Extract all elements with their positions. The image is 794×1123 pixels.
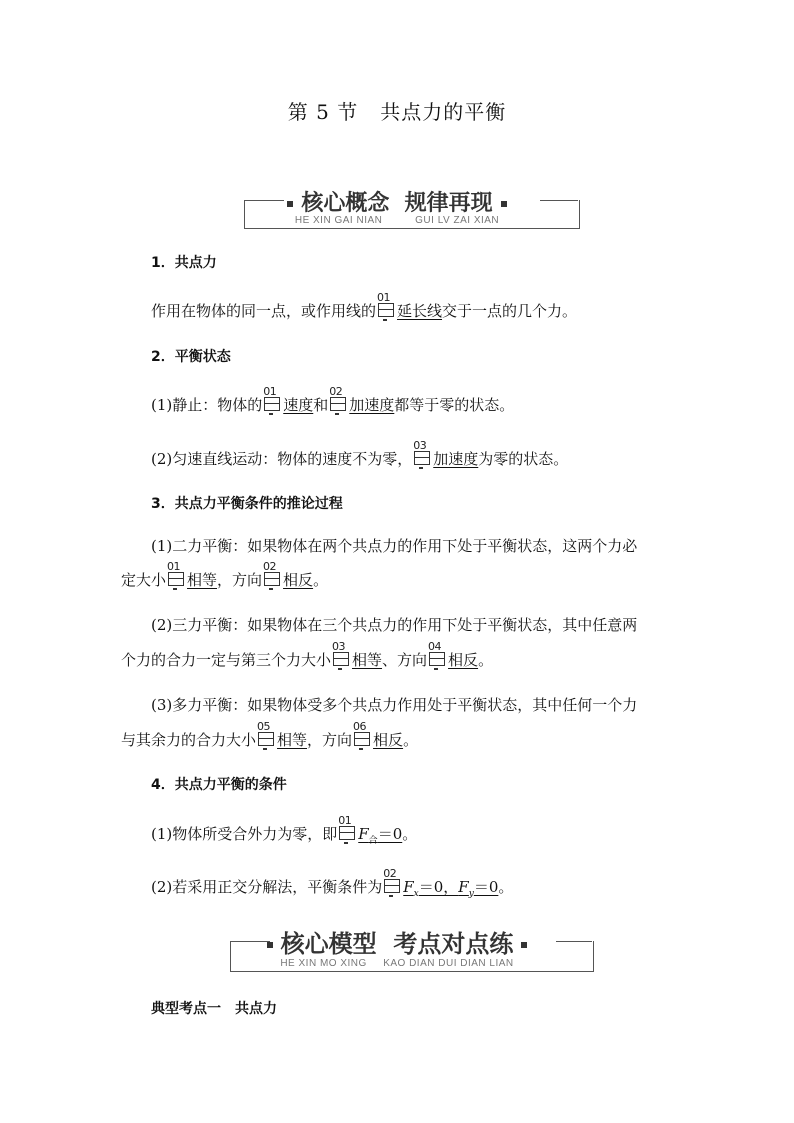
banner-core-models [0, 922, 794, 982]
s4-line-2: (2)若采用正交分解法，平衡条件为 02 $F_x=0$，$F_y=0$。 [151, 867, 514, 899]
answer-marker: 02 [329, 394, 347, 412]
answer-blank: 加速度 [349, 396, 395, 414]
banner-core-concepts [0, 186, 794, 246]
banner-title: 核心概念 规律再现 [0, 186, 794, 217]
answer-marker: 06 [353, 729, 371, 747]
banner-title: 核心模型 考点对点练 [0, 924, 794, 959]
banner-pinyin: HE XIN GAI NIAN GUI LV ZAI XIAN [294, 215, 500, 226]
answer-marker: 05 [257, 729, 275, 747]
answer-blank: 相等 [352, 651, 383, 669]
page-title [0, 96, 794, 125]
answer-marker: 01 [338, 823, 356, 841]
answer-blank: 速度 [283, 396, 314, 414]
answer-blank: 加速度 [433, 450, 479, 468]
s3-p3-line-2: 与其余力的合力大小 05 相等，方向 06 相反。 [121, 720, 419, 749]
heading-4: 4．共点力平衡的条件 [151, 777, 287, 793]
banner-pinyin: HE XIN MO XING KAO DIAN DUI DIAN LIAN [280, 958, 514, 969]
answer-blank: 相等 [187, 571, 218, 589]
answer-marker: 01 [263, 394, 281, 412]
answer-marker: 03 [332, 649, 350, 667]
answer-marker: 03 [413, 448, 431, 466]
answer-marker: 02 [383, 876, 401, 894]
s2-line-1: (1)静止：物体的 01 速度和 02 加速度都等于零的状态。 [151, 385, 515, 414]
answer-blank: $F_x=0$，$F_y=0$ [403, 878, 499, 899]
s3-p1-line-1: (1)二力平衡：如果物体在两个共点力的作用下处于平衡状态，这两个力必 [151, 537, 638, 555]
answer-marker: 04 [428, 649, 446, 667]
s3-p2-line-1: (2)三力平衡：如果物体在三个共点力的作用下处于平衡状态，其中任意两 [151, 616, 638, 634]
s4-line-1: (1)物体所受合外力为零，即 01 $F_合=0$。 [151, 814, 418, 846]
heading-1: 1．共点力 [151, 255, 217, 271]
s3-p1-line-2: 定大小 01 相等，方向 02 相反。 [121, 560, 329, 589]
answer-blank: 相等 [277, 731, 308, 749]
s3-p3-line-1: (3)多力平衡：如果物体受多个共点力作用处于平衡状态，其中任何一个力 [151, 696, 638, 714]
answer-marker: 01 [167, 569, 185, 587]
s1-line: 作用在物体的同一点，或作用线的 01 延长线交于一点的几个力。 [151, 291, 578, 320]
heading-2: 2．平衡状态 [151, 349, 231, 365]
section-name: 共点力的平衡 [380, 100, 507, 124]
answer-marker: 01 [377, 300, 395, 318]
section-number: 第 5 节 [287, 100, 359, 124]
answer-blank: 相反 [448, 651, 479, 669]
heading-typical-1: 典型考点一 共点力 [151, 1001, 277, 1017]
answer-blank: 相反 [373, 731, 404, 749]
answer-blank: 延长线 [397, 302, 443, 320]
answer-marker: 02 [263, 569, 281, 587]
answer-blank: 相反 [283, 571, 314, 589]
s3-p2-line-2: 个力的合力一定与第三个力大小 03 相等、方向 04 相反。 [121, 640, 494, 669]
heading-3: 3．共点力平衡条件的推论过程 [151, 496, 343, 512]
s2-line-2: (2)匀速直线运动：物体的速度不为零， 03 加速度为零的状态。 [151, 439, 569, 468]
answer-blank: $F_合=0$ [358, 825, 403, 846]
